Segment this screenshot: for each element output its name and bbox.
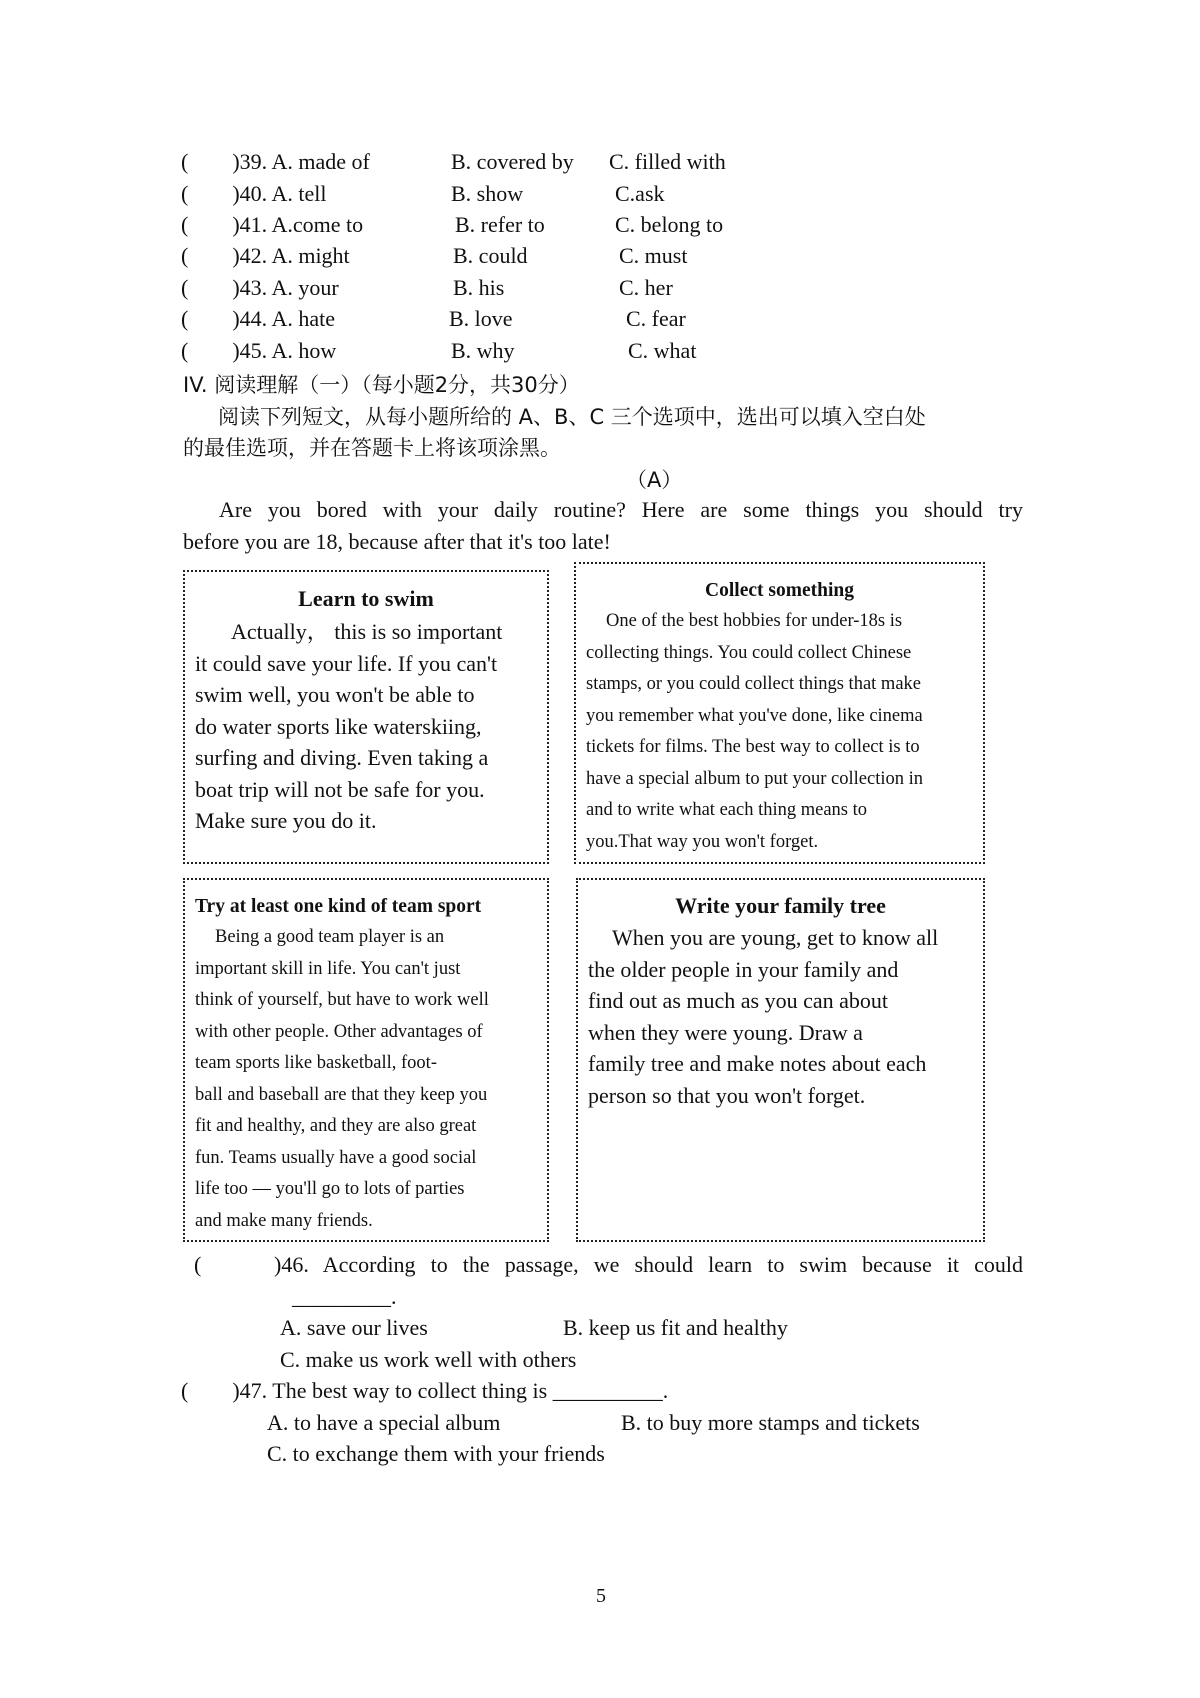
box-learn-to-swim [183,570,549,864]
cloze-40-number-a: ( )40. A. tell [181,181,327,206]
cloze-39-option-c: C. filled with [609,149,726,174]
instruction-line-2: 的最佳选项，并在答题卡上将该项涂黑。 [183,436,561,460]
question-47-option-b: B. to buy more stamps and tickets [621,1410,920,1435]
section-heading: IV. 阅读理解（一）（每小题2分，共30分） [183,373,580,397]
box-family-line: When you are young, get to know all [612,925,939,950]
box-team-line: Being a good team player is an [215,927,445,947]
box-collect-line: and to write what each thing means to [586,800,868,820]
box-swim-line: it could save your life. If you can't [195,650,498,676]
box-family-line: person so that you won't forget. [588,1082,866,1108]
box-collect-line: collecting things. You could collect Chinese [586,642,912,663]
instruction-line-1: 阅读下列短文，从每小题所给的 A、B、C 三个选项中，选出可以填入空白处 [218,405,926,429]
cloze-42-option-c: C. must [619,243,688,268]
box-collect-line: tickets for films. The best way to collect is to [586,737,920,757]
box-swim-line: surfing and diving. Even taking a [195,745,489,770]
cloze-44-number-a: ( )44. A. hate [181,306,335,331]
cloze-41-number-a: ( )41. A.come to [181,212,364,237]
question-46-option-b: B. keep us fit and healthy [563,1315,788,1340]
box-collect-line: stamps, or you could collect things that make [586,674,921,694]
question-46-stem: ( )46. According to the passage, we should learn to swim because it could [194,1252,1023,1277]
box-collect-line: you.That way you won't forget. [586,831,819,852]
box-team-line: and make many friends. [195,1210,373,1231]
box-family-line: family tree and make notes about each [588,1051,927,1076]
box-family-body [588,922,973,1111]
box-team-line: life too — you'll go to lots of parties [195,1179,465,1199]
cloze-43-option-c: C. her [619,275,673,300]
question-47-option-a: A. to have a special album [267,1410,501,1435]
box-team-sport [183,878,549,1242]
question-47-stem: ( )47. The best way to collect thing is __________. [181,1378,669,1403]
box-team-body [195,922,537,1237]
cloze-45-option-c: C. what [628,338,697,363]
cloze-45-option-b: B. why [451,338,515,363]
intro-line-2: before you are 18, because after that it's too late! [183,529,611,554]
box-family-line: when they were young. Draw a [588,1019,863,1045]
cloze-45-number-a: ( )45. A. how [181,338,337,363]
box-swim-line: Actually， this is so important [231,619,503,644]
cloze-41-option-b: B. refer to [455,212,545,237]
box-team-line: with other people. Other advantages of [195,1021,483,1042]
box-swim-line: do water sports like waterskiing, [195,713,482,739]
cloze-43-number-a: ( )43. A. your [181,275,339,300]
box-collect-something [574,562,985,864]
box-collect-body [586,606,973,858]
box-family-tree [576,878,985,1242]
box-collect-line: One of the best hobbies for under-18s is [606,611,903,631]
cloze-40-option-b: B. show [451,181,524,206]
box-team-line: team sports like basketball, foot- [195,1053,437,1073]
passage-label: （A） [626,468,683,492]
cloze-42-number-a: ( )42. A. might [181,243,350,268]
box-family-line: the older people in your family and [588,956,899,982]
box-collect-line: you remember what you've done, like cinema [586,705,923,726]
question-46-option-c: C. make us work well with others [280,1347,577,1372]
box-team-line: important skill in life. You can't just [195,958,461,979]
cloze-41-option-c: C. belong to [615,212,724,237]
cloze-42-option-b: B. could [453,243,528,268]
box-swim-line: boat trip will not be safe for you. [195,776,485,802]
cloze-43-option-b: B. his [453,275,505,300]
question-46-blank: _________. [292,1284,397,1309]
cloze-44-option-c: C. fear [626,306,686,331]
cloze-39-option-b: B. covered by [451,149,574,174]
cloze-39-number-a: ( )39. A. made of [181,149,370,174]
cloze-40-option-c: C.ask [615,181,665,206]
box-swim-title: Learn to swim [298,586,434,611]
box-family-title: Write your family tree [675,893,886,918]
box-swim-line: Make sure you do it. [195,808,377,833]
box-swim-line: swim well, you won't be able to [195,682,475,707]
question-47-option-c: C. to exchange them with your friends [267,1441,605,1466]
box-team-line: think of yourself, but have to work well [195,990,489,1010]
box-swim-body [195,616,537,837]
box-collect-title: Collect something [705,580,854,601]
cloze-44-option-b: B. love [449,306,513,331]
box-team-line: fun. Teams usually have a good social [195,1147,477,1168]
question-46-option-a: A. save our lives [280,1315,428,1340]
intro-line-1: Are you bored with your daily routine? Here are some things you should try [219,497,1023,522]
page-number: 5 [596,1585,606,1607]
box-family-line: find out as much as you can about [588,988,888,1013]
box-team-line: fit and healthy, and they are also great [195,1116,477,1136]
box-team-line: ball and baseball are that they keep you [195,1084,488,1105]
box-team-title: Try at least one kind of team sport [195,896,482,917]
box-collect-line: have a special album to put your collection in [586,768,924,789]
